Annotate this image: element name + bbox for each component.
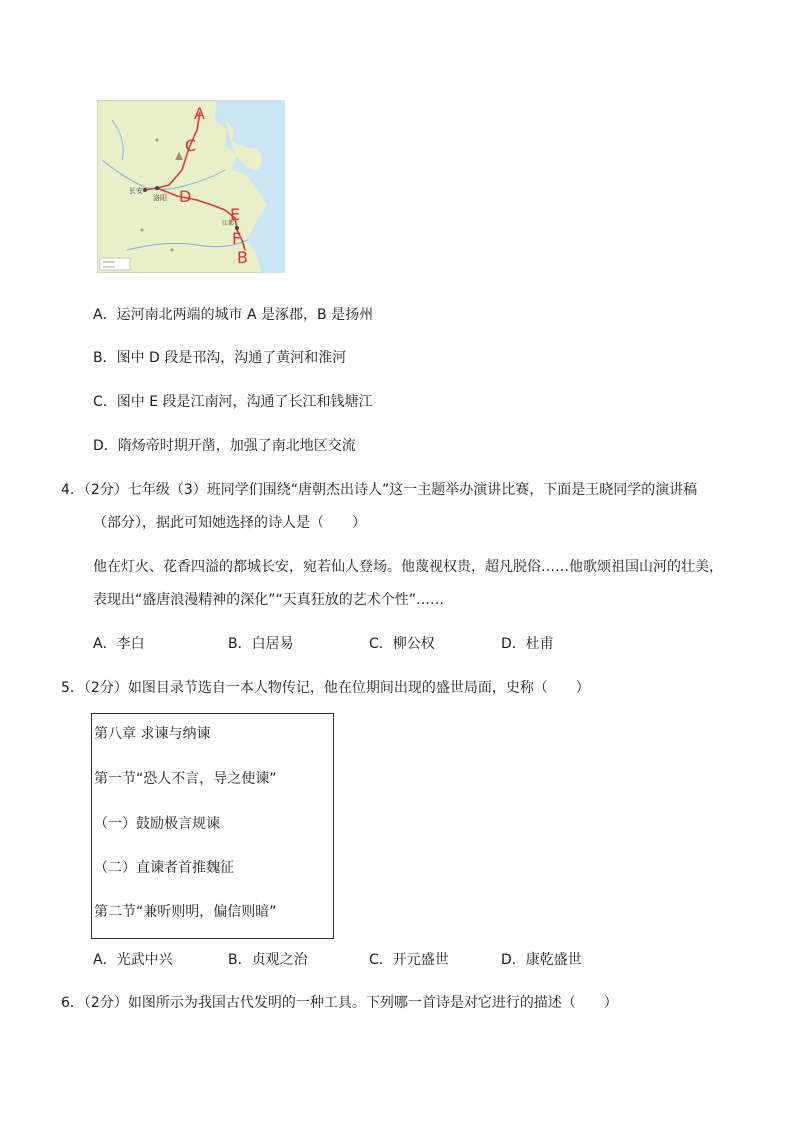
toc-line: （一）鼓励极言规谏 xyxy=(94,816,220,832)
q4-option-b: B．白居易 xyxy=(228,636,294,652)
map-label-d: D xyxy=(179,187,192,206)
map-label-c: C xyxy=(185,136,197,155)
q5-option-b: B．贞观之治 xyxy=(228,952,308,968)
q4-stem-line2: （部分），据此可知她选择的诗人是（ ） xyxy=(93,515,366,531)
q6-stem: 6．（2分）如图所示为我国古代发明的一种工具。下列哪一首诗是对它进行的描述（ ） xyxy=(61,995,618,1011)
q5-table-of-contents-box xyxy=(91,713,334,939)
q4-option-c: C．柳公权 xyxy=(369,636,435,652)
q5-stem: 5．（2分）如图目录节选自一本人物传记，他在位期间出现的盛世局面，史称（ ） xyxy=(61,680,590,696)
q4-passage-line1: 他在灯火、花香四溢的都城长安，宛若仙人登场。他蔑视权贵，超凡脱俗……他歌颂祖国山河的壮美， xyxy=(93,559,723,575)
map-label-a: A xyxy=(194,104,205,123)
map-label-b: B xyxy=(237,248,248,267)
toc-line: 第八章 求谏与纳谏 xyxy=(94,726,211,742)
toc-line: 第二节“兼听则明，偏信则暗” xyxy=(94,904,277,920)
city-label-changan: 长安 xyxy=(129,187,143,195)
q4-stem-line1: 4．（2分）七年级（3）班同学们围绕“唐朝杰出诗人”这一主题举办演讲比赛，下面是王晓同学的演讲稿 xyxy=(61,482,698,498)
q3-option-b: B．图中 D 段是邗沟，沟通了黄河和淮河 xyxy=(93,350,347,366)
q3-option-a: A．运河南北两端的城市 A 是涿郡，B 是扬州 xyxy=(93,307,374,323)
city-label-luoyang: 洛阳 xyxy=(153,194,167,202)
city-label-jiangdu: 江都 xyxy=(222,220,235,227)
q4-option-a: A．李白 xyxy=(93,636,145,652)
q5-option-a: A．光武中兴 xyxy=(93,952,173,968)
q3-option-d: D．隋炀帝时期开凿，加强了南北地区交流 xyxy=(93,438,356,454)
map-label-e: E xyxy=(230,205,241,224)
q4-option-d: D．杜甫 xyxy=(501,636,554,652)
q3-option-c: C．图中 E 段是江南河，沟通了长江和钱塘江 xyxy=(93,394,373,410)
q5-option-c: C．开元盛世 xyxy=(369,952,449,968)
q5-option-d: D．康乾盛世 xyxy=(501,952,582,968)
map-label-f: F xyxy=(232,229,242,248)
toc-line: 第一节“恐人不言，导之使谏” xyxy=(94,771,277,787)
toc-line: （二）直谏者首推魏征 xyxy=(94,860,234,876)
grand-canal-map xyxy=(97,100,285,273)
q4-passage-line2: 表现出“盛唐浪漫精神的深化”“天真狂放的艺术个性”…… xyxy=(93,592,445,608)
